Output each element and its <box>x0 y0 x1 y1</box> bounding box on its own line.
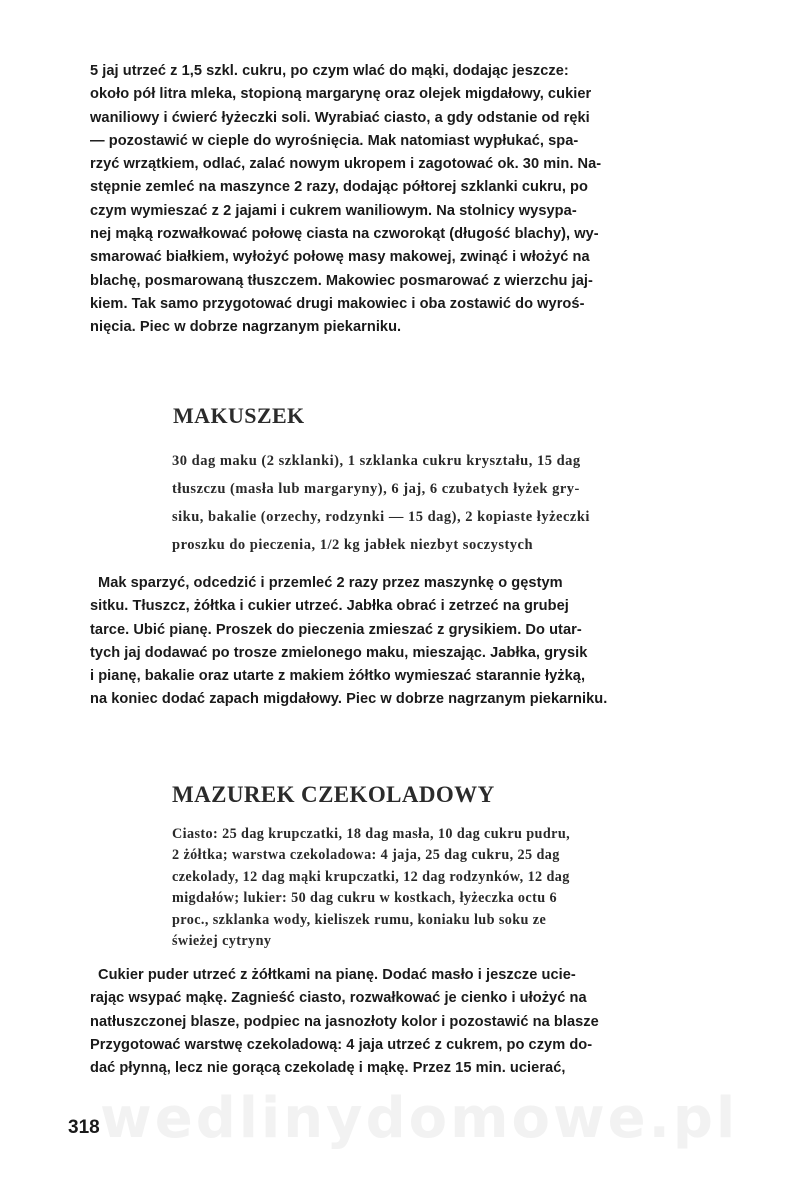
method-mazurek <box>90 964 750 1080</box>
ingredient-line: proc., szklanka wody, kieliszek rumu, koniaku lub soku ze <box>172 911 547 928</box>
text-line: tych jaj dodawać po trosze zmielonego maku, mieszając. Jabłka, grysik <box>90 644 588 661</box>
text-line: około pół litra mleka, stopioną margarynę oraz olejek migdałowy, cukier <box>90 86 592 103</box>
recipe-title-mazurek: MAZUREK CZEKOLADOWY <box>172 782 495 807</box>
recipe-title-makuszek: MAKUSZEK <box>173 403 305 428</box>
text-line: kiem. Tak samo przygotować drugi makowiec i oba zostawić do wyroś- <box>90 295 585 312</box>
text-line: natłuszczonej blasze, podpiec na jasnozłoty kolor i pozostawić na blasze <box>90 1013 599 1030</box>
ingredient-line: 30 dag maku (2 szklanki), 1 szklanka cukru kryształu, 15 dag <box>172 453 581 469</box>
intro-paragraph <box>90 60 750 340</box>
text-line: waniliowy i ćwierć łyżeczki soli. Wyrabiać ciasto, a gdy odstanie od ręki <box>90 109 590 126</box>
text-line: 5 jaj utrzeć z 1,5 szkl. cukru, po czym wlać do mąki, dodając jeszcze: <box>90 63 569 79</box>
method-makuszek <box>90 572 750 712</box>
ingredient-line: czekolady, 12 dag mąki krupczatki, 12 dag rodzynków, 12 dag <box>172 868 570 885</box>
text-line: tarce. Ubić pianę. Proszek do pieczenia zmieszać z grysikiem. Do utar- <box>90 621 582 638</box>
text-line: dać płynną, lecz nie gorącą czekoladę i mąkę. Przez 15 min. ucierać, <box>90 1060 566 1077</box>
ingredient-line: proszku do pieczenia, 1/2 kg jabłek niezbyt soczystych <box>172 537 534 553</box>
text-line: blachę, posmarowaną tłuszczem. Makowiec posmarować z wierzchu jaj- <box>90 272 593 289</box>
text-line: rając wsypać mąkę. Zagnieść ciasto, rozwałkować je cienko i ułożyć na <box>90 990 587 1007</box>
text-line: Cukier puder utrzeć z żółtkami na pianę. Dodać masło i jeszcze ucie- <box>98 967 576 983</box>
text-line: nej mąką rozwałkować połowę ciasta na czworokąt (długość blachy), wy- <box>90 226 599 243</box>
text-line: smarować białkiem, wyłożyć połowę masy makowej, zwinąć i włożyć na <box>90 249 590 266</box>
text-line: sitku. Tłuszcz, żółtka i cukier utrzeć. Jabłka obrać i zetrzeć na grubej <box>90 598 569 615</box>
ingredient-line: świeżej cytryny <box>172 933 272 950</box>
ingredient-line: migdałów; lukier: 50 dag cukru w kostkach, łyżeczka octu 6 <box>172 890 557 907</box>
page-number: 318 <box>68 1117 100 1138</box>
text-line: czym wymieszać z 2 jajami i cukrem waniliowym. Na stolnicy wysypa- <box>90 202 577 219</box>
text-line: nięcia. Piec w dobrze nagrzanym piekarniku. <box>90 319 402 336</box>
text-line: Przygotować warstwę czekoladową: 4 jaja utrzeć z cukrem, po czym do- <box>90 1036 593 1053</box>
ingredient-line: Ciasto: 25 dag krupczatki, 18 dag masła, 10 dag cukru pudru, <box>172 826 571 842</box>
ingredients-makuszek <box>172 447 752 559</box>
ingredient-line: 2 żółtka; warstwa czekoladowa: 4 jaja, 25 dag cukru, 25 dag <box>172 847 560 864</box>
text-line: i pianę, bakalie oraz utarte z makiem żółtko wymieszać starannie łyżką, <box>90 668 586 685</box>
text-line: stępnie zemleć na maszynce 2 razy, dodając półtorej szklanki cukru, po <box>90 179 588 196</box>
text-line: rzyć wrzątkiem, odlać, zalać nowym ukropem i zagotować ok. 30 min. Na- <box>90 156 602 173</box>
ingredients-mazurek <box>172 824 752 952</box>
text-line: Mak sparzyć, odcedzić i przemleć 2 razy przez maszynkę o gęstym <box>98 575 563 591</box>
ingredient-line: tłuszczu (masła lub margaryny), 6 jaj, 6 czubatych łyżek gry- <box>172 481 580 497</box>
text-line: — pozostawić w cieple do wyrośnięcia. Mak natomiast wypłukać, spa- <box>90 132 579 149</box>
text-line: na koniec dodać zapach migdałowy. Piec w dobrze nagrzanym piekarniku. <box>90 691 608 708</box>
watermark: wedlinydomowe.pl <box>100 1086 739 1151</box>
ingredient-line: siku, bakalie (orzechy, rodzynki — 15 dag), 2 kopiaste łyżeczki <box>172 509 590 525</box>
